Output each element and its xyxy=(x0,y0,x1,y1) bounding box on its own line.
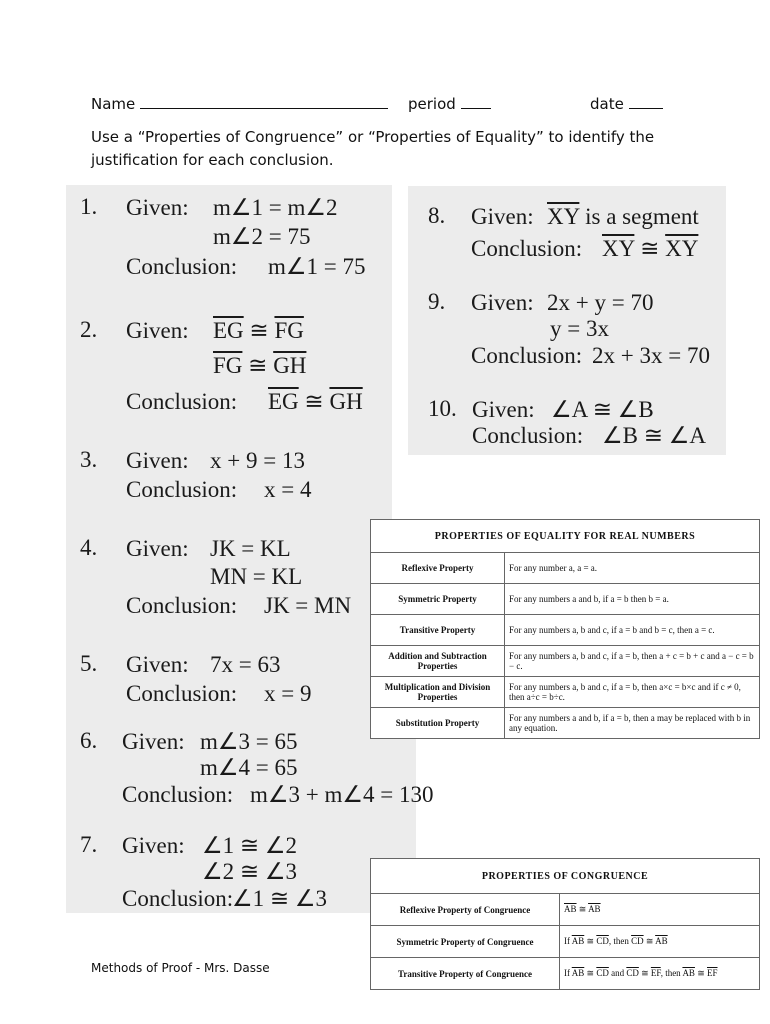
conclusion-statement: JK = MN xyxy=(264,593,352,618)
segment: $\overline{AB}$ xyxy=(564,904,577,914)
congruent-symbol: ≅ xyxy=(242,353,274,378)
segment: $\overline{AB}$ xyxy=(571,968,585,978)
given-statement: MN = KL xyxy=(210,564,303,589)
property-description: For any number a, a = a. xyxy=(505,553,760,584)
date-field[interactable] xyxy=(590,94,663,113)
given-text: is a segment xyxy=(579,204,699,229)
conclusion-label: Conclusion: xyxy=(471,343,583,368)
given-label: Given: xyxy=(122,833,185,858)
segment: $\overline{FG}$ xyxy=(213,353,243,378)
given-statement: m∠3 = 65 xyxy=(200,729,298,754)
given-label: Given: xyxy=(126,448,189,473)
segment: $\overline{CD}$ xyxy=(626,968,639,978)
text: If xyxy=(564,936,572,946)
instructions: Use a “Properties of Congruence” or “Properties of Equality” to identify the justification for each conclusion. xyxy=(91,128,655,169)
text: , then xyxy=(660,968,683,978)
given-statement: m∠4 = 65 xyxy=(200,755,298,780)
congruent-symbol: ≅ xyxy=(298,389,330,414)
property-description: For any numbers a, b and c, if a = b, then a + c = b + c and a − c = b − c. xyxy=(505,646,760,677)
given-statement: x + 9 = 13 xyxy=(210,448,305,473)
congruent-symbol: ≅ xyxy=(694,968,707,978)
table-row xyxy=(371,646,760,677)
given-label: Given: xyxy=(126,536,189,561)
congruent-symbol: ≅ xyxy=(634,236,666,261)
conclusion-statement: ∠1 ≅ ∠3 xyxy=(232,886,328,911)
problem-number: 1. xyxy=(80,194,98,219)
period-label: period xyxy=(408,95,456,113)
problem-number: 10. xyxy=(428,396,457,421)
name-blank[interactable] xyxy=(140,94,388,109)
given-statement: m∠1 = m∠2 xyxy=(213,195,338,220)
conclusion-statement xyxy=(602,235,698,263)
given-label: Given: xyxy=(122,729,185,754)
property-description: For any numbers a and b, if a = b then b = a. xyxy=(505,584,760,615)
table-row xyxy=(371,958,760,990)
property-description xyxy=(560,894,760,926)
property-name: Reflexive Property xyxy=(371,553,505,584)
property-description: For any numbers a, b and c, if a = b and b = c, then a = c. xyxy=(505,615,760,646)
table-title: PROPERTIES OF EQUALITY FOR REAL NUMBERS xyxy=(371,520,760,553)
segment: $\overline{AB}$ xyxy=(571,936,585,946)
table-row xyxy=(371,615,760,646)
property-name: Reflexive Property of Congruence xyxy=(371,894,560,926)
property-name: Transitive Property xyxy=(371,615,505,646)
given-statement: ∠A ≅ ∠B xyxy=(551,397,654,422)
given-statement: JK = KL xyxy=(210,536,291,561)
problem-number: 8. xyxy=(428,203,446,228)
congruent-symbol: ≅ xyxy=(638,968,651,978)
name-label: Name xyxy=(91,95,136,113)
given-statement: ∠2 ≅ ∠3 xyxy=(202,859,298,884)
conclusion-label: Conclusion: xyxy=(126,681,238,706)
equality-properties-table xyxy=(370,519,760,739)
property-description: For any numbers a and b, if a = b, then a may be replaced with b in any equation. xyxy=(505,708,760,739)
conclusion-label: Conclusion: xyxy=(471,236,583,261)
segment: $\overline{EG}$ xyxy=(268,389,299,414)
given-statement xyxy=(213,317,304,345)
conclusion-statement: 2x + 3x = 70 xyxy=(592,343,710,368)
segment: $\overline{EG}$ xyxy=(213,318,244,343)
problem-number: 9. xyxy=(428,289,446,314)
segment: $\overline{GH}$ xyxy=(273,353,307,378)
date-blank[interactable] xyxy=(629,94,663,109)
congruent-symbol: ≅ xyxy=(584,968,597,978)
conclusion-label: Conclusion: xyxy=(122,782,234,807)
property-name: Symmetric Property xyxy=(371,584,505,615)
conclusion-statement: x = 4 xyxy=(264,477,312,502)
name-field[interactable] xyxy=(91,94,388,113)
property-description xyxy=(560,926,760,958)
segment: $\overline{AB}$ xyxy=(682,968,695,978)
given-label: Given: xyxy=(471,204,534,229)
period-field[interactable] xyxy=(408,94,491,113)
property-name: Substitution Property xyxy=(371,708,505,739)
table-row xyxy=(371,584,760,615)
table-row xyxy=(371,894,760,926)
congruent-symbol: ≅ xyxy=(643,936,656,946)
segment: $\overline{CD}$ xyxy=(596,936,609,946)
segment: $\overline{EF}$ xyxy=(707,968,718,978)
problem-number: 6. xyxy=(80,728,98,753)
congruent-symbol: ≅ xyxy=(584,936,597,946)
segment: $\overline{AB}$ xyxy=(588,904,601,914)
conclusion-label: Conclusion: xyxy=(126,389,238,414)
given-label: Given: xyxy=(126,652,189,677)
given-label: Given: xyxy=(471,290,534,315)
problem-number: 7. xyxy=(80,832,98,857)
segment: $\overline{FG}$ xyxy=(274,318,304,343)
given-label: Given: xyxy=(472,397,535,422)
property-description xyxy=(560,958,760,990)
given-label: Given: xyxy=(126,195,189,220)
table-row xyxy=(371,553,760,584)
text: If xyxy=(564,968,572,978)
conclusion-label: Conclusion: xyxy=(126,477,238,502)
congruent-symbol: ≅ xyxy=(576,904,589,914)
text: and xyxy=(608,968,627,978)
conclusion-label: Conclusion: xyxy=(472,423,584,448)
conclusion-statement xyxy=(268,388,363,416)
given-statement: ∠1 ≅ ∠2 xyxy=(202,833,298,858)
text: , then xyxy=(608,936,632,946)
given-label: Given: xyxy=(126,318,189,343)
table-row xyxy=(371,926,760,958)
property-name: Transitive Property of Congruence xyxy=(371,958,560,990)
given-statement: 7x = 63 xyxy=(210,652,281,677)
conclusion-statement: m∠3 + m∠4 = 130 xyxy=(250,782,434,807)
conclusion-label: Conclusion: xyxy=(122,886,234,911)
conclusion-label: Conclusion: xyxy=(126,254,238,279)
property-name: Addition and Subtraction Properties xyxy=(371,646,505,677)
congruent-symbol: ≅ xyxy=(243,318,275,343)
conclusion-statement: x = 9 xyxy=(264,681,312,706)
segment: $\overline{XY}$ xyxy=(665,236,699,261)
problem-number: 3. xyxy=(80,447,98,472)
segment: $\overline{XY}$ xyxy=(547,204,580,229)
segment: $\overline{CD}$ xyxy=(631,936,644,946)
property-name: Symmetric Property of Congruence xyxy=(371,926,560,958)
segment: $\overline{XY}$ xyxy=(602,236,635,261)
footer: Methods of Proof - Mrs. Dasse xyxy=(91,961,270,975)
problem-number: 2. xyxy=(80,317,98,342)
conclusion-statement: ∠B ≅ ∠A xyxy=(602,423,706,448)
problem-number: 5. xyxy=(80,651,98,676)
property-name: Multiplication and Division Properties xyxy=(371,677,505,708)
given-statement: y = 3x xyxy=(550,316,609,341)
table-row xyxy=(371,708,760,739)
table-row xyxy=(371,677,760,708)
property-description: For any numbers a, b and c, if a = b, then a×c = b×c and if c ≠ 0, then a÷c = b÷c. xyxy=(505,677,760,708)
given-statement xyxy=(213,352,306,380)
congruence-properties-table xyxy=(370,858,760,990)
table-title: PROPERTIES OF CONGRUENCE xyxy=(371,859,760,894)
date-label: date xyxy=(590,95,624,113)
given-statement: m∠2 = 75 xyxy=(213,224,311,249)
period-blank[interactable] xyxy=(461,94,491,109)
segment: $\overline{CD}$ xyxy=(596,968,609,978)
given-statement xyxy=(547,203,699,231)
conclusion-statement: m∠1 = 75 xyxy=(268,254,366,279)
segment: $\overline{AB}$ xyxy=(655,936,668,946)
problem-number: 4. xyxy=(80,535,98,560)
given-statement: 2x + y = 70 xyxy=(547,290,654,315)
conclusion-label: Conclusion: xyxy=(126,593,238,618)
segment: $\overline{GH}$ xyxy=(329,389,363,414)
segment: $\overline{EF}$ xyxy=(650,968,661,978)
